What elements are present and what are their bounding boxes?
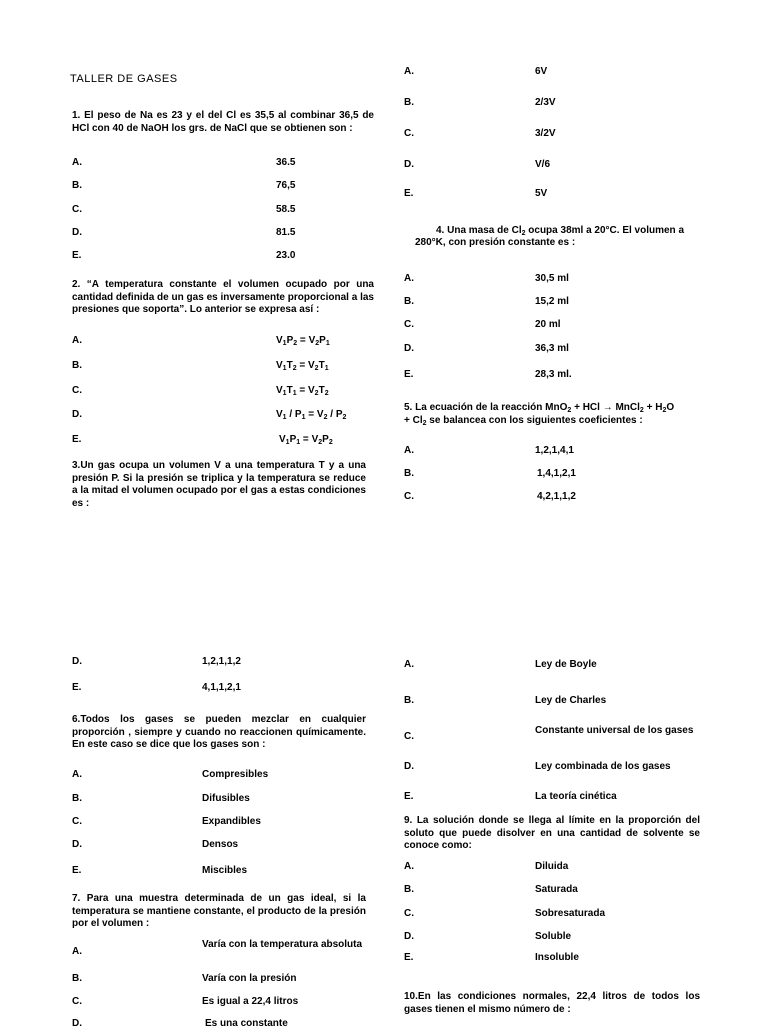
q3-option-e-letter: E.: [404, 188, 414, 199]
question-3-text: 3.Un gas ocupa un volumen V a una temperatura T y a una presión P. Si la presión se triplica y la temperatura se reduce a la mitad el volumen ocupado por el gas a estas condiciones es :: [72, 460, 366, 509]
q8-option-d-value: Ley combinada de los gases: [535, 761, 671, 772]
q6-option-a-letter: A.: [72, 769, 82, 780]
question-6-text: 6.Todos los gases se pueden mezclar en cualquier proporción , siempre y cuando no reaccionen químicamente. En este caso se dice que los gases son :: [72, 714, 366, 750]
q7-option-c-value: Es igual a 22,4 litros: [202, 996, 299, 1007]
q3-option-c-letter: C.: [404, 128, 414, 139]
q4-option-a-value: 30,5 ml: [535, 273, 569, 284]
q1-option-b-letter: B.: [72, 180, 82, 191]
q3-option-a-letter: A.: [404, 66, 414, 77]
question-5-line-2: + $Cl_2$ se balancea con los siguientes coeficientes :: [404, 415, 643, 427]
q3-option-d-value: V/6: [535, 159, 551, 170]
q8-option-a-letter: A.: [404, 659, 414, 670]
q9-option-a-letter: A.: [404, 861, 414, 872]
q5-option-c-value: 4,2,1,1,2: [537, 491, 576, 502]
q2-option-e-letter: E.: [72, 434, 82, 445]
question-9-text: 9. La solución donde se llega al límite en la proporción del soluto que puede disolver en una cantidad de solvente se conoce como:: [404, 815, 700, 851]
q9-option-e-value: Insoluble: [535, 952, 579, 963]
q5-option-c-letter: C.: [404, 491, 414, 502]
q8-option-b-value: Ley de Charles: [535, 695, 607, 706]
q6-option-e-letter: E.: [72, 865, 82, 876]
q4-option-d-letter: D.: [404, 343, 414, 354]
q1-option-e-letter: E.: [72, 250, 82, 261]
q2-option-c-formula: $V_1T_1 = V_2T_2$: [276, 385, 329, 397]
q9-option-d-letter: D.: [404, 931, 414, 942]
q7-option-a-value: Varía con la temperatura absoluta: [202, 939, 363, 950]
q6-option-d-value: Densos: [202, 839, 239, 850]
q1-option-d-letter: D.: [72, 227, 82, 238]
q1-option-a-value: 36.5: [276, 157, 296, 168]
q4-option-c-letter: C.: [404, 319, 414, 330]
q2-option-a-formula: $V_1P_2 = V_2P_1$: [276, 335, 330, 347]
q9-option-c-value: Sobresaturada: [535, 908, 606, 919]
q6-option-c-value: Expandibles: [202, 816, 261, 827]
q8-option-d-letter: D.: [404, 761, 414, 772]
q5-option-d-letter: D.: [72, 656, 82, 667]
q7-option-b-value: Varía con la presión: [202, 973, 297, 984]
q2-option-d-formula: $V_1 / P_1 = V_2 / P_2$: [276, 409, 347, 421]
question-10-text: 10.En las condiciones normales, 22,4 litros de todos los gases tienen el mismo número de :: [404, 991, 700, 1015]
q4-option-e-letter: E.: [404, 369, 414, 380]
question-4-line-1: 4. Una masa de $Cl_2$ ocupa 38ml a 20°C. El volumen a: [436, 225, 685, 237]
question-5-line-1: 5. La ecuación de la reacción MnO$_2$ + HCl → MnCl$_2$ + $H_2O$: [404, 402, 675, 414]
q3-option-e-value: 5V: [535, 188, 548, 199]
q3-option-b-value: 2/3V: [535, 97, 556, 108]
q8-option-b-letter: B.: [404, 695, 414, 706]
q9-option-a-value: Diluida: [535, 861, 569, 872]
q8-option-c-value: Constante universal de los gases: [535, 725, 694, 736]
q5-option-a-value: 1,2,1,4,1: [535, 445, 574, 456]
q7-option-b-letter: B.: [72, 973, 82, 984]
q2-option-c-letter: C.: [72, 385, 82, 396]
q7-option-c-letter: C.: [72, 996, 82, 1007]
q6-option-a-value: Compresibles: [202, 769, 269, 780]
q3-option-d-letter: D.: [404, 159, 414, 170]
q1-option-d-value: 81.5: [276, 227, 296, 238]
q5-option-b-letter: B.: [404, 468, 414, 479]
q1-option-c-letter: C.: [72, 204, 82, 215]
q5-option-b-value: 1,4,1,2,1: [537, 468, 576, 479]
q6-option-b-letter: B.: [72, 793, 82, 804]
question-4-line-2: 280°K, con presión constante es :: [415, 237, 576, 248]
question-1-text: 1. El peso de Na es 23 y el del Cl es 35,5 al combinar 36,5 de HCl con 40 de NaOH los grs. de NaCl que se obtienen son :: [72, 110, 374, 134]
q3-option-c-value: 3/2V: [535, 128, 556, 139]
q4-option-a-letter: A.: [404, 273, 414, 284]
q1-option-b-value: 76,5: [276, 180, 296, 191]
q3-option-a-value: 6V: [535, 66, 548, 77]
q9-option-d-value: Soluble: [535, 931, 572, 942]
q2-option-d-letter: D.: [72, 409, 82, 420]
q1-option-c-value: 58.5: [276, 204, 296, 215]
q4-option-d-value: 36,3 ml: [535, 343, 569, 354]
q2-option-a-letter: A.: [72, 335, 82, 346]
q8-option-a-value: Ley de Boyle: [535, 659, 597, 670]
q7-option-a-letter: A.: [72, 946, 82, 957]
q5-option-e-letter: E.: [72, 682, 82, 693]
q3-option-b-letter: B.: [404, 97, 414, 108]
q9-option-c-letter: C.: [404, 908, 414, 919]
q5-option-d-value: 1,2,1,1,2: [202, 656, 241, 667]
q5-option-e-value: 4,1,1,2,1: [202, 682, 241, 693]
q4-option-c-value: 20 ml: [535, 319, 561, 330]
q8-option-e-letter: E.: [404, 791, 414, 802]
q8-option-c-letter: C.: [404, 731, 414, 742]
document-title: TALLER DE GASES: [70, 73, 178, 85]
q6-option-b-value: Difusibles: [202, 793, 250, 804]
q6-option-c-letter: C.: [72, 816, 82, 827]
q2-option-b-formula: $V_1T_2 = V_2T_1$: [276, 360, 329, 372]
q5-option-a-letter: A.: [404, 445, 414, 456]
q1-option-e-value: 23.0: [276, 250, 296, 261]
q4-option-e-value: 28,3 ml.: [535, 369, 572, 380]
q2-option-e-formula: $V_1P_1 = V_2P_2$: [279, 434, 333, 446]
q2-option-b-letter: B.: [72, 360, 82, 371]
q6-option-e-value: Miscibles: [202, 865, 248, 876]
q7-option-d-letter: D.: [72, 1018, 82, 1029]
q4-option-b-value: 15,2 ml: [535, 296, 569, 307]
q9-option-b-value: Saturada: [535, 884, 578, 895]
question-2-text: 2. “A temperatura constante el volumen ocupado por una cantidad definida de un gas es inversamente proporcional a las presiones que soporta”. Lo anterior se expresa así :: [72, 279, 374, 315]
q9-option-e-letter: E.: [404, 952, 414, 963]
q4-option-b-letter: B.: [404, 296, 414, 307]
question-7-text: 7. Para una muestra determinada de un gas ideal, si la temperatura se mantiene constante, el producto de la presión por el volumen :: [72, 893, 366, 929]
q6-option-d-letter: D.: [72, 839, 82, 850]
q1-option-a-letter: A.: [72, 157, 82, 168]
q9-option-b-letter: B.: [404, 884, 414, 895]
q8-option-e-value: La teoría cinética: [535, 791, 617, 802]
q7-option-d-value: Es una constante: [205, 1018, 288, 1029]
